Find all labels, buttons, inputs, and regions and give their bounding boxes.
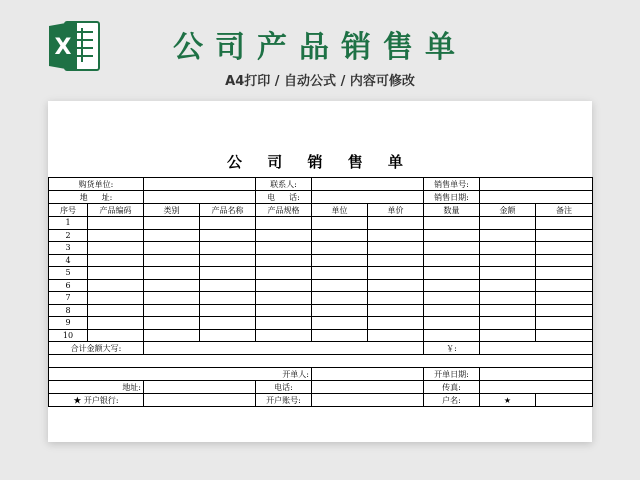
col-header: 产品名称 [200,204,256,217]
table-row [49,304,593,317]
footer-name-label: 户名: [424,394,480,407]
col-header: 数量 [424,204,480,217]
col-header: 类别 [144,204,200,217]
phone-label: 电 话: [256,191,312,204]
footer-account-label: 开户账号: [256,394,312,407]
row-number: 8 [49,304,88,317]
col-header: 单价 [368,204,424,217]
spacer-row [49,355,593,368]
contact-value[interactable] [312,178,424,191]
table-row [49,267,593,280]
star-icon: ★ [73,395,82,405]
row-number: 7 [49,292,88,305]
total-amount-words[interactable] [144,342,424,355]
issue-date-value[interactable] [480,368,593,381]
buyer-unit-value[interactable] [144,178,256,191]
row-number: 10 [49,329,88,342]
contact-label: 联系人: [256,178,312,191]
col-header: 金额 [480,204,536,217]
table-row [49,329,593,342]
total-amount-value[interactable] [480,342,593,355]
row-number: 3 [49,242,88,255]
yen-label: ￥: [424,342,480,355]
issuer-row [49,368,593,381]
footer-address-label: 地址: [49,381,144,394]
total-amount-label: 合计金额大写: [49,342,144,355]
col-header: 产品编码 [88,204,144,217]
row-number: 2 [49,229,88,242]
address-label: 地 址: [49,191,144,204]
banner [0,0,640,100]
table-row [49,242,593,255]
banner-subtitle: A4打印 / 自动公式 / 内容可修改 [225,74,415,89]
table-row [49,217,593,230]
footer-bank-row [49,394,593,407]
row-number: 5 [49,267,88,280]
phone-value[interactable] [312,191,424,204]
footer-bank-label: ★ 开户银行: [49,394,144,407]
address-row [49,191,593,204]
col-header: 产品规格 [256,204,312,217]
order-no-label: 销售单号: [424,178,480,191]
table-row [49,254,593,267]
maker-value[interactable] [312,368,424,381]
row-number: 6 [49,279,88,292]
order-no-value[interactable] [480,178,593,191]
banner-title: 公司产品销售单 [173,30,467,65]
sales-table [48,177,593,407]
table-row [49,317,593,330]
logo-letter: X [54,35,72,60]
sales-form-sheet [48,101,592,442]
footer-fax-label: 传真: [424,381,480,394]
sale-date-value[interactable] [480,191,593,204]
row-number: 1 [49,217,88,230]
footer-contact-row [49,381,593,394]
header-row [49,204,593,217]
row-number: 4 [49,254,88,267]
maker-label: 开单人: [49,368,312,381]
total-row [49,342,593,355]
issue-date-label: 开单日期: [424,368,480,381]
address-value[interactable] [144,191,256,204]
row-number: 9 [49,317,88,330]
table-row [49,279,593,292]
col-header: 备注 [536,204,593,217]
star-icon: ★ [503,395,512,405]
footer-phone-label: 电话: [256,381,312,394]
table-row [49,229,593,242]
excel-icon [47,18,103,74]
sale-date-label: 销售日期: [424,191,480,204]
col-header: 序号 [49,204,88,217]
form-title: 公 司 销 售 单 [227,153,413,171]
col-header: 单位 [312,204,368,217]
buyer-row [49,178,593,191]
buyer-unit-label: 购货单位: [49,178,144,191]
table-row [49,292,593,305]
